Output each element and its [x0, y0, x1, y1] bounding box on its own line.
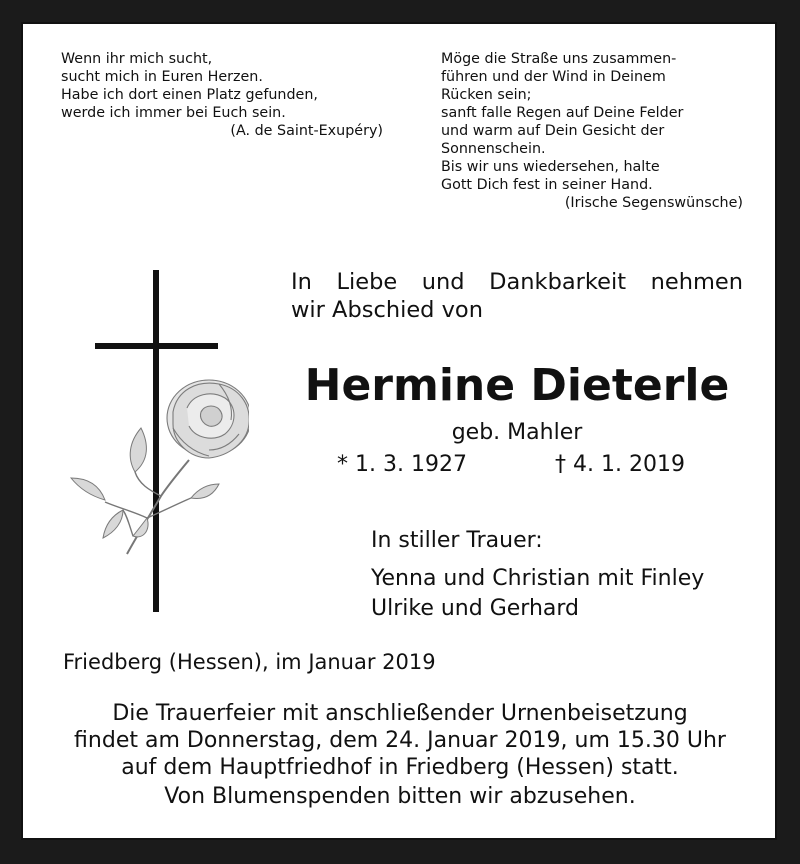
- poem-left-line: Wenn ihr mich sucht,: [61, 51, 213, 67]
- mourners-heading: In stiller Trauer:: [371, 528, 543, 553]
- poem-right-line: führen und der Wind in Deinem: [441, 69, 666, 85]
- poem-right-line: Möge die Straße uns zusammen-: [441, 51, 677, 67]
- poem-right-line: Bis wir uns wiedersehen, halte: [441, 159, 660, 175]
- place-and-date: Friedberg (Hessen), im Januar 2019: [63, 650, 436, 674]
- poem-right-line: Rücken sein;: [441, 87, 532, 103]
- funeral-line: findet am Donnerstag, dem 24. Januar 2019, um 15.30 Uhr: [74, 728, 726, 753]
- funeral-line: Die Trauerfeier mit anschließender Urnenbeisetzung: [112, 701, 688, 726]
- poem-left: [61, 50, 383, 140]
- birth-date: * 1. 3. 1927: [337, 452, 467, 477]
- mourners-line: Ulrike und Gerhard: [371, 596, 579, 621]
- poem-right-line: und warm auf Dein Gesicht der: [441, 123, 665, 139]
- funeral-line: Von Blumenspenden bitten wir abzusehen.: [164, 784, 636, 809]
- rose-icon: [69, 372, 249, 562]
- cross-icon-beam: [95, 343, 218, 349]
- spacer: [371, 556, 704, 564]
- funeral-line: auf dem Hauptfriedhof in Friedberg (Hessen) statt.: [121, 755, 679, 780]
- poem-right: [441, 50, 743, 212]
- announcement-intro-line: In Liebe und Dankbarkeit nehmen: [291, 269, 743, 295]
- poem-right-line: Sonnenschein.: [441, 141, 546, 157]
- deceased-name: Hermine Dieterle: [304, 360, 730, 411]
- obituary-notice: [21, 22, 777, 840]
- poem-right-line: sanft falle Regen auf Deine Felder: [441, 105, 684, 121]
- death-date: † 4. 1. 2019: [555, 452, 685, 477]
- maiden-name: geb. Mahler: [451, 420, 583, 445]
- funeral-details: [43, 700, 757, 810]
- mourners-line: Yenna und Christian mit Finley: [371, 566, 705, 591]
- announcement-intro: [291, 268, 743, 324]
- poem-left-line: werde ich immer bei Euch sein.: [61, 105, 286, 121]
- poem-right-line: Gott Dich fest in seiner Hand.: [441, 177, 653, 193]
- mourners-block: [371, 526, 704, 624]
- poem-left-line: Habe ich dort einen Platz gefunden,: [61, 87, 318, 103]
- announcement-intro-line: wir Abschied von: [291, 297, 483, 323]
- poem-left-line: sucht mich in Euren Herzen.: [61, 69, 263, 85]
- poem-left-attribution: (A. de Saint-Exupéry): [230, 123, 383, 139]
- poem-right-attribution: (Irische Segenswünsche): [564, 195, 743, 211]
